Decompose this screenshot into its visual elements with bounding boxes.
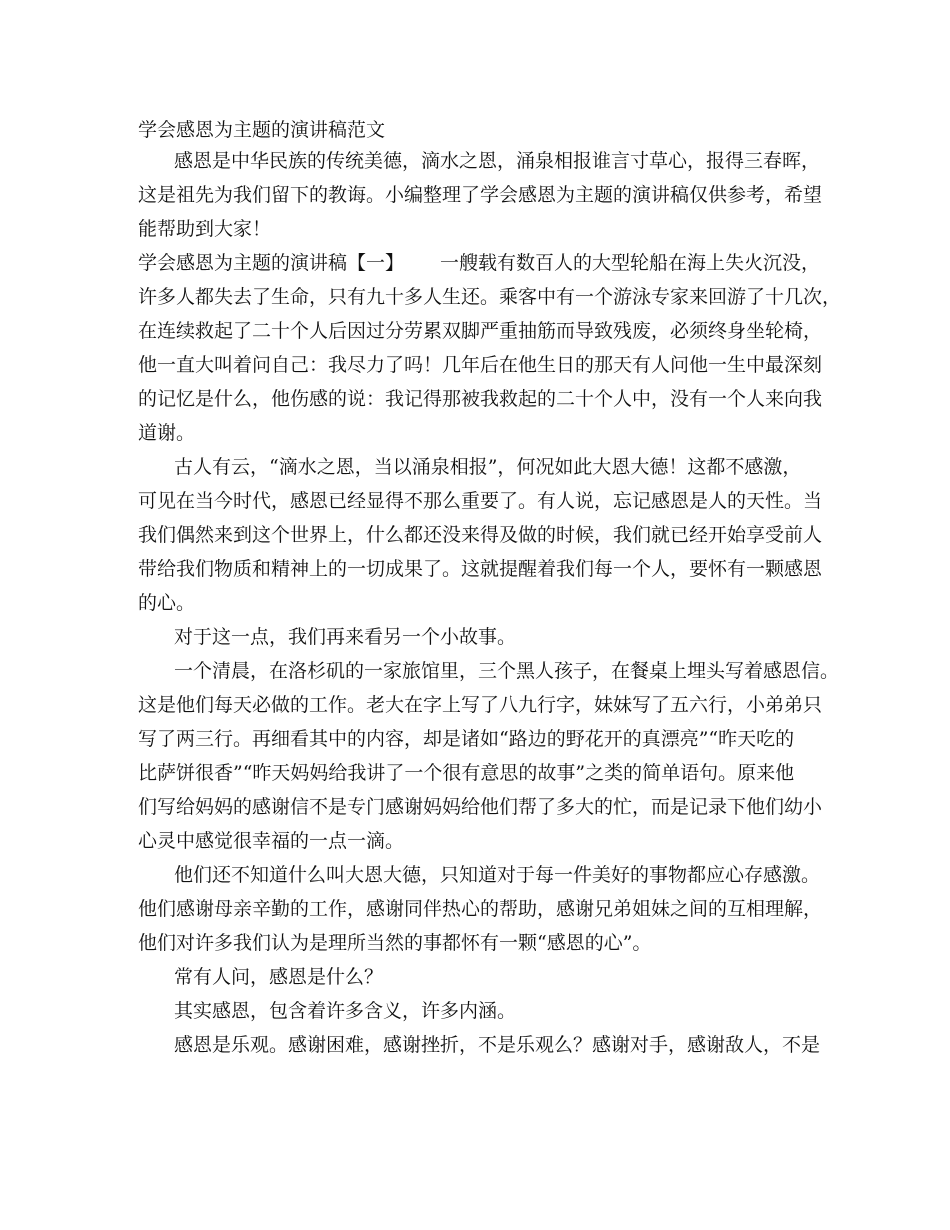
paragraph-line: 对于这一点，我们再来看另一个小故事。: [174, 626, 517, 648]
document-title: 学会感恩为主题的演讲稿范文: [138, 119, 386, 141]
paragraph-line: 在连续救起了二十个人后因过分劳累双脚严重抽筋而导致残废，必须终身坐轮椅，: [138, 320, 823, 342]
paragraph-line: 心灵中感觉很幸福的一点一滴。: [138, 830, 405, 852]
paragraph-line: 可见在当今时代，感恩已经显得不那么重要了。有人说，忘记感恩是人的天性。当: [138, 490, 823, 512]
paragraph-line: 他们对许多我们认为是理所当然的事都怀有一颗“感恩的心”。: [138, 932, 652, 954]
paragraph-line: 这是他们每天必做的工作。老大在字上写了八九行字，妹妹写了五六行，小弟弟只: [138, 694, 823, 716]
paragraph-line: 他们还不知道什么叫大恩大德，只知道对于每一件美好的事物都应心存感激。: [174, 864, 821, 886]
paragraph-line: 们写给妈妈的感谢信不是专门感谢妈妈给他们帮了多大的忙，而是记录下他们幼小: [138, 796, 823, 818]
paragraph-line: 其实感恩，包含着许多含义，许多内涵。: [174, 1000, 517, 1022]
paragraph-line: 比萨饼很香”“昨天妈妈给我讲了一个很有意思的故事”之类的简单语句。原来他: [138, 762, 795, 784]
paragraph-line: 我们偶然来到这个世界上，什么都还没来得及做的时候，我们就已经开始享受前人: [138, 524, 823, 546]
paragraph-line: 他一直大叫着问自己：我尽力了吗！几年后在他生日的那天有人问他一生中最深刻: [138, 354, 823, 376]
paragraph-line: 能帮助到大家！: [138, 218, 272, 240]
paragraph-text: 一艘载有数百人的大型轮船在海上失火沉没，: [440, 252, 821, 274]
paragraph-line: 带给我们物质和精神上的一切成果了。这就提醒着我们每一个人，要怀有一颗感恩: [138, 558, 823, 580]
paragraph-line: 道谢。: [138, 422, 196, 444]
paragraph-line: 的记忆是什么，他伤感的说：我记得那被我救起的二十个人中，没有一个人来向我: [138, 388, 823, 410]
paragraph-line: 写了两三行。再细看其中的内容，却是诸如“路边的野花开的真漂亮”“昨天吃的: [138, 728, 795, 750]
section-heading: 学会感恩为主题的演讲稿【一】: [138, 252, 405, 274]
paragraph-line: 感恩是乐观。感谢困难，感谢挫折，不是乐观么？感谢对手，感谢敌人，不是: [174, 1034, 821, 1056]
paragraph-line: 他们感谢母亲辛勤的工作，感谢同伴热心的帮助，感谢兄弟姐妹之间的互相理解，: [138, 898, 823, 920]
paragraph-line: 许多人都失去了生命，只有九十多人生还。乘客中有一个游泳专家来回游了十几次，: [138, 286, 842, 308]
section-heading-line: [138, 246, 828, 280]
paragraph-line: 这是祖先为我们留下的教诲。小编整理了学会感恩为主题的演讲稿仅供参考，希望: [138, 184, 823, 206]
paragraph-line: 常有人问，感恩是什么？: [174, 966, 384, 988]
paragraph-line: 感恩是中华民族的传统美德，滴水之恩，涌泉相报谁言寸草心，报得三春晖，: [174, 150, 821, 172]
paragraph-line: 一个清晨，在洛杉矶的一家旅馆里，三个黑人孩子，在餐桌上埋头写着感恩信。: [174, 660, 840, 682]
paragraph-line: 的心。: [138, 592, 196, 614]
paragraph-line: 古人有云，“滴水之恩，当以涌泉相报”，何况如此大恩大德！这都不感激，: [174, 456, 802, 478]
article-body: [138, 116, 842, 1062]
